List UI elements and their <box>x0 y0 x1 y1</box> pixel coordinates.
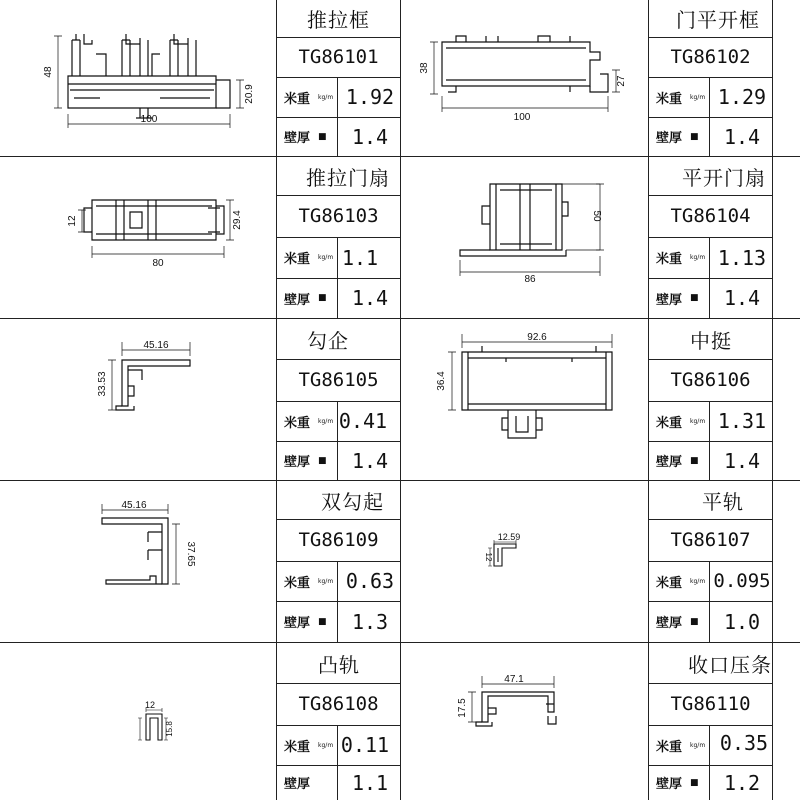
product-name: 推拉框 <box>307 8 370 32</box>
grid-line <box>276 765 400 766</box>
weight-label <box>284 561 339 601</box>
weight-value: 1.29 <box>717 85 767 109</box>
thickness-label-text: 壁厚 <box>656 292 683 308</box>
grid-line <box>276 441 400 442</box>
dash-mark: ■ <box>690 293 699 303</box>
product-name: 平轨 <box>702 489 744 514</box>
product-name: 收口压条 <box>688 652 772 677</box>
grid-line <box>400 0 401 800</box>
unit-label: kg/m <box>318 577 334 585</box>
product-code: TG86107 <box>670 529 751 551</box>
thickness-label <box>284 441 333 480</box>
grid-line <box>648 278 772 279</box>
grid-line <box>276 359 400 360</box>
thickness-value: 1.1 <box>351 770 389 795</box>
product-code: TG86101 <box>298 46 379 68</box>
dimension-label: 12.59 <box>497 532 521 542</box>
grid-line <box>276 278 400 279</box>
grid-line <box>709 561 710 642</box>
thickness-label-text: 壁厚 <box>284 292 311 308</box>
product-code: TG86104 <box>670 205 751 227</box>
grid-line <box>648 401 772 402</box>
grid-line <box>276 519 400 520</box>
thickness-label-text: 壁厚 <box>656 455 683 470</box>
dimension-labels <box>92 498 212 598</box>
product-name: 门平开框 <box>676 8 760 32</box>
dimension-labels <box>134 700 184 750</box>
thickness-value: 1.0 <box>723 609 761 634</box>
thickness-label-text: 壁厚 <box>284 455 311 470</box>
weight-label <box>656 237 711 278</box>
thickness-value: 1.4 <box>723 124 761 149</box>
weight-label <box>284 401 339 441</box>
grid-line <box>648 601 772 602</box>
grid-line <box>648 117 772 118</box>
weight-label-text: 米重 <box>284 575 311 591</box>
thickness-label <box>656 601 705 642</box>
grid-line <box>648 725 772 726</box>
product-name: 平开门扇 <box>682 165 766 190</box>
thickness-label <box>656 765 705 800</box>
dimension-label: 17.5 <box>457 698 468 718</box>
weight-label-text: 米重 <box>656 91 683 107</box>
unit-label: kg/m <box>318 254 334 261</box>
dimension-label: 12 <box>67 215 78 227</box>
dash-mark: ■ <box>690 455 699 466</box>
unit-label: kg/m <box>690 254 706 261</box>
grid-line <box>276 401 400 402</box>
unit-label: kg/m <box>690 577 706 585</box>
weight-label <box>656 401 711 441</box>
product-code: TG86110 <box>670 693 751 715</box>
dimension-label: 12 <box>144 700 156 710</box>
grid-line <box>648 77 772 78</box>
thickness-value: 1.4 <box>723 448 761 473</box>
weight-label-text: 米重 <box>284 252 311 267</box>
grid-line <box>276 195 400 196</box>
grid-line <box>276 561 400 562</box>
grid-line <box>276 117 400 118</box>
unit-label: kg/m <box>690 741 706 749</box>
dimension-label: 38 <box>419 62 430 74</box>
grid-line <box>648 195 772 196</box>
dimension-label: 86 <box>524 274 536 285</box>
grid-line <box>709 401 710 480</box>
thickness-label <box>656 278 705 318</box>
thickness-value: 1.3 <box>351 609 389 634</box>
thickness-label <box>284 601 333 642</box>
weight-value: 0.11 <box>340 733 390 757</box>
weight-label-text: 米重 <box>656 415 683 431</box>
dimension-label: 20.9 <box>244 84 255 104</box>
dimension-labels <box>450 176 620 286</box>
weight-label <box>656 77 711 117</box>
grid-line <box>648 237 772 238</box>
grid-line <box>648 683 772 684</box>
dimension-label: 48 <box>43 66 54 78</box>
weight-label <box>656 725 711 765</box>
unit-label: kg/m <box>690 417 706 425</box>
dimension-label: 27 <box>616 75 627 87</box>
dimension-label: 29.4 <box>232 210 243 230</box>
dimension-label: 36.4 <box>436 371 447 391</box>
grid-line <box>648 561 772 562</box>
weight-value: 0.35 <box>719 731 769 755</box>
grid-line <box>337 725 338 800</box>
product-name: 推拉门扇 <box>306 165 390 190</box>
grid-line <box>276 683 400 684</box>
weight-label <box>656 561 711 601</box>
dimension-label: 47.1 <box>504 674 524 685</box>
product-code: TG86108 <box>298 693 379 715</box>
weight-value: 1.1 <box>341 245 379 270</box>
weight-label <box>284 77 339 117</box>
dimension-label: 12 <box>484 552 493 562</box>
thickness-label <box>284 278 333 318</box>
grid-line <box>337 401 338 480</box>
weight-value: 0.41 <box>338 409 388 433</box>
thickness-value: 1.4 <box>351 286 389 310</box>
dash-mark: ■ <box>690 131 699 142</box>
weight-label <box>284 237 339 278</box>
dimension-label: 80 <box>152 258 164 269</box>
dimension-labels <box>420 30 630 130</box>
unit-label: kg/m <box>318 417 334 425</box>
grid-line <box>337 237 338 318</box>
grid-line <box>648 765 772 766</box>
thickness-value: 1.4 <box>351 124 389 149</box>
weight-label-text: 米重 <box>656 575 683 591</box>
thickness-label <box>284 117 333 156</box>
thickness-label-text: 壁厚 <box>656 777 683 792</box>
dimension-label: 37.65 <box>185 541 196 567</box>
dimension-labels <box>450 668 580 748</box>
product-code: TG86105 <box>298 369 379 391</box>
product-name: 勾企 <box>307 328 349 353</box>
grid-line <box>772 0 773 800</box>
dimension-label: 100 <box>513 112 531 123</box>
weight-value: 0.63 <box>345 569 395 593</box>
dash-mark: ■ <box>318 455 327 466</box>
grid-line <box>276 725 400 726</box>
unit-label: kg/m <box>318 93 334 101</box>
grid-line <box>276 601 400 602</box>
thickness-label <box>656 117 705 156</box>
grid-line <box>648 37 772 38</box>
dimension-label: 92.6 <box>527 332 547 343</box>
grid-line <box>276 37 400 38</box>
dimension-label: 45.16 <box>143 340 169 351</box>
thickness-label <box>656 441 705 480</box>
thickness-label-text: 壁厚 <box>284 616 311 631</box>
dimension-labels <box>67 188 252 269</box>
thickness-label-text: 壁厚 <box>656 616 683 631</box>
thickness-label <box>284 765 310 800</box>
dash-mark: ■ <box>690 777 699 788</box>
thickness-label-text: 壁厚 <box>284 131 311 146</box>
thickness-value: 1.2 <box>723 770 761 795</box>
weight-value: 1.13 <box>717 245 767 270</box>
weight-label <box>284 725 339 765</box>
weight-label-text: 米重 <box>656 252 683 267</box>
thickness-value: 1.4 <box>723 286 761 310</box>
grid-line <box>276 237 400 238</box>
thickness-label-text: 壁厚 <box>656 131 683 146</box>
weight-value: 1.92 <box>345 85 395 109</box>
weight-label-text: 米重 <box>656 739 683 755</box>
weight-label-text: 米重 <box>284 739 311 755</box>
product-code: TG86103 <box>298 205 379 227</box>
grid-line <box>276 77 400 78</box>
product-code: TG86102 <box>670 46 751 68</box>
grid-line <box>337 77 338 156</box>
weight-label-text: 米重 <box>284 415 311 431</box>
grid-line <box>709 725 710 800</box>
dimension-label: 15.8 <box>165 721 174 737</box>
dash-mark: ■ <box>690 616 699 627</box>
grid-line <box>648 359 772 360</box>
product-name: 凸轨 <box>318 652 360 677</box>
grid-line <box>648 441 772 442</box>
product-code: TG86106 <box>670 369 751 391</box>
weight-label-text: 米重 <box>284 91 311 107</box>
product-name: 中挺 <box>690 328 732 353</box>
dimension-labels <box>478 532 528 576</box>
dimension-labels <box>40 28 260 138</box>
unit-label: kg/m <box>690 93 706 101</box>
dash-mark: ■ <box>318 616 327 627</box>
unit-label: kg/m <box>318 741 334 749</box>
weight-value: 0.095 <box>713 570 771 592</box>
dimension-label: 100 <box>140 114 158 125</box>
dimension-labels <box>436 326 626 450</box>
dimension-label: 45.16 <box>121 500 147 511</box>
grid-line <box>709 237 710 318</box>
product-code: TG86109 <box>298 529 379 551</box>
dash-mark: ■ <box>318 131 327 142</box>
grid-line <box>709 77 710 156</box>
grid-line <box>648 519 772 520</box>
dash-mark: ■ <box>318 293 327 303</box>
thickness-value: 1.4 <box>351 448 389 473</box>
dimension-label: 50 <box>591 210 602 222</box>
product-name: 双勾起 <box>321 489 384 514</box>
thickness-label-text: 壁厚 <box>284 777 311 792</box>
weight-value: 1.31 <box>717 409 767 433</box>
grid-line <box>337 561 338 642</box>
dimension-label: 33.53 <box>97 371 108 397</box>
dimension-labels <box>94 334 214 424</box>
